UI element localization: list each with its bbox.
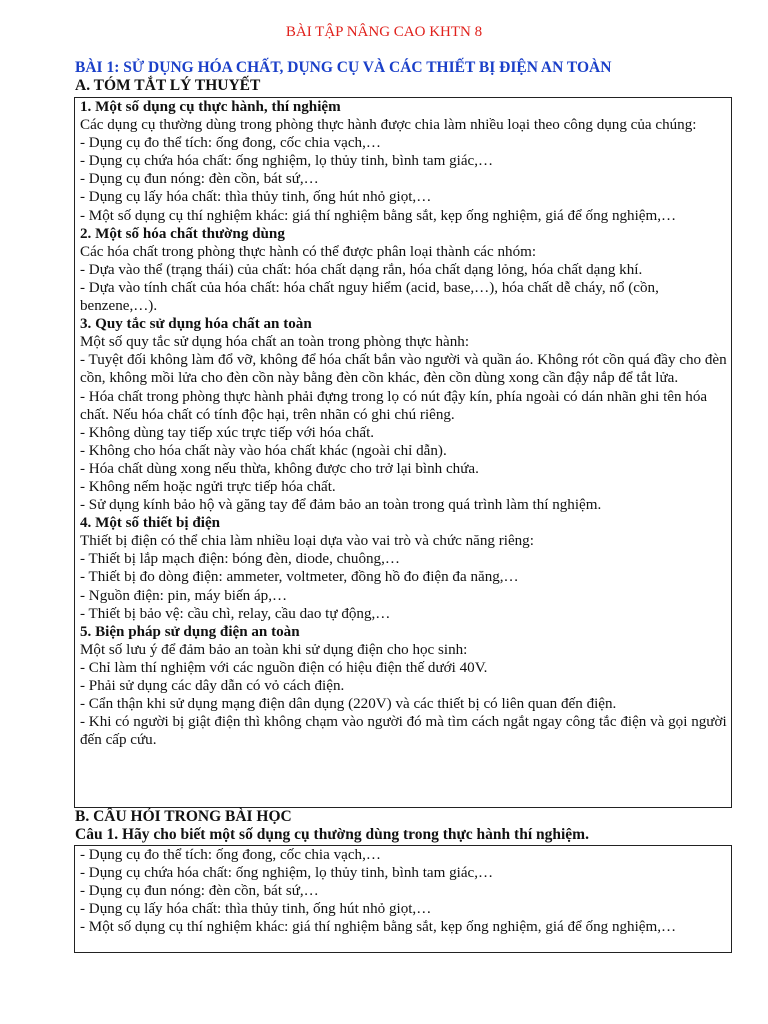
list-item: - Không cho hóa chất này vào hóa chất khác (ngoài chỉ dẫn). bbox=[80, 442, 447, 459]
section-3-heading: 3. Quy tắc sử dụng hóa chất an toàn bbox=[80, 316, 312, 333]
list-item: - Dụng cụ đun nóng: đèn cồn, bát sứ,… bbox=[80, 171, 319, 188]
section-b-heading: B. CÂU HỎI TRONG BÀI HỌC bbox=[75, 808, 292, 825]
list-item: - Thiết bị đo dòng điện: ammeter, voltmeter, đồng hồ đo điện đa năng,… bbox=[80, 569, 519, 586]
section-1-intro: Các dụng cụ thường dùng trong phòng thực hành được chia làm nhiều loại theo công dụng của chúng: bbox=[80, 117, 697, 134]
list-item: - Dụng cụ lấy hóa chất: thìa thủy tinh, ống hút nhỏ giọt,… bbox=[80, 901, 432, 918]
section-2-intro: Các hóa chất trong phòng thực hành có thể được phân loại thành các nhóm: bbox=[80, 243, 537, 260]
list-item: - Dụng cụ đo thể tích: ống đong, cốc chia vạch,… bbox=[80, 847, 381, 863]
list-item: - Chỉ làm thí nghiệm với các nguồn điện có hiệu điện thế dưới 40V. bbox=[80, 659, 488, 676]
list-item: - Một số dụng cụ thí nghiệm khác: giá thí nghiệm bằng sắt, kẹp ống nghiệm, giá để ống nghiệm,… bbox=[80, 207, 677, 224]
list-item: - Dụng cụ lấy hóa chất: thìa thủy tinh, ống hút nhỏ giọt,… bbox=[80, 189, 432, 206]
list-item: - Khi có người bị giật điện thì không chạm vào người đó mà tìm cách ngắt ngay công tắc điện và gọi người đến cấp cứu. bbox=[80, 714, 727, 749]
list-item: - Thiết bị bảo vệ: cầu chì, relay, cầu dao tự động,… bbox=[80, 605, 391, 622]
list-item: - Không dùng tay tiếp xúc trực tiếp với hóa chất. bbox=[80, 424, 375, 441]
list-item: - Dựa vào thể (trạng thái) của chất: hóa chất dạng rắn, hóa chất dạng lỏng, hóa chất dạng khí. bbox=[80, 261, 643, 278]
list-item: - Dựa vào tính chất của hóa chất: hóa chất nguy hiểm (acid, base,…), hóa chất dễ cháy, nổ (cồn, benzene,…). bbox=[80, 279, 659, 315]
theory-summary-box bbox=[74, 97, 732, 808]
list-item: - Dụng cụ chứa hóa chất: ống nghiệm, lọ thủy tinh, bình tam giác,… bbox=[80, 153, 494, 170]
list-item: - Thiết bị lắp mạch điện: bóng đèn, diode, chuông,… bbox=[80, 551, 400, 568]
list-item: - Dụng cụ đun nóng: đèn cồn, bát sứ,… bbox=[80, 883, 319, 900]
list-item: - Không nếm hoặc ngửi trực tiếp hóa chất. bbox=[80, 478, 336, 495]
list-item: - Cẩn thận khi sử dụng mạng điện dân dụng (220V) và các thiết bị có liên quan đến điện. bbox=[80, 696, 617, 713]
section-2-heading: 2. Một số hóa chất thường dùng bbox=[80, 225, 285, 242]
list-item: - Một số dụng cụ thí nghiệm khác: giá thí nghiệm bằng sắt, kẹp ống nghiệm, giá để ống nghiệm,… bbox=[80, 919, 677, 936]
list-item: - Nguồn điện: pin, máy biến áp,… bbox=[80, 587, 288, 604]
question-1: Câu 1. Hãy cho biết một số dụng cụ thường dùng trong thực hành thí nghiệm. bbox=[75, 826, 589, 843]
list-item: - Dụng cụ đo thể tích: ống đong, cốc chia vạch,… bbox=[80, 135, 381, 152]
list-item: - Hóa chất trong phòng thực hành phải đựng trong lọ có nút đậy kín, phía ngoài có dán nhãn ghi tên hóa chất. Nếu hóa chất có tính độc hại, trên nhãn có ghi chú riêng. bbox=[80, 388, 708, 423]
section-a-heading: A. TÓM TẮT LÝ THUYẾT bbox=[75, 77, 261, 94]
section-5-intro: Một số lưu ý để đảm bảo an toàn khi sử dụng điện cho học sinh: bbox=[80, 641, 468, 658]
section-3-intro: Một số quy tắc sử dụng hóa chất an toàn trong phòng thực hành: bbox=[80, 334, 470, 351]
list-item: - Phải sử dụng các dây dẫn có vỏ cách điện. bbox=[80, 678, 345, 694]
list-item: - Dụng cụ chứa hóa chất: ống nghiệm, lọ thủy tinh, bình tam giác,… bbox=[80, 865, 494, 882]
section-5-heading: 5. Biện pháp sử dụng điện an toàn bbox=[80, 623, 300, 640]
list-item: - Hóa chất dùng xong nếu thừa, không được cho trở lại bình chứa. bbox=[80, 460, 479, 477]
answer-1-box bbox=[74, 845, 732, 953]
section-4-intro: Thiết bị điện có thể chia làm nhiều loại dựa vào vai trò và chức năng riêng: bbox=[80, 533, 534, 550]
list-item: - Tuyệt đối không làm đổ vỡ, không để hóa chất bắn vào người và quần áo. Không rót cồn quá đầy cho đèn cồn, không mồi lửa cho đèn cồn này bằng đèn cồn khác, đèn cồn dùng xong cần đậy nắp để tắt lửa. bbox=[80, 352, 727, 387]
section-1-heading: 1. Một số dụng cụ thực hành, thí nghiệm bbox=[80, 99, 341, 115]
section-4-heading: 4. Một số thiết bị điện bbox=[80, 515, 221, 532]
lesson-title: BÀI 1: SỬ DỤNG HÓA CHẤT, DỤNG CỤ VÀ CÁC THIẾT BỊ ĐIỆN AN TOÀN bbox=[75, 59, 612, 76]
list-item: - Sử dụng kính bảo hộ và găng tay để đảm bảo an toàn trong quá trình làm thí nghiệm. bbox=[80, 497, 602, 514]
document-title: BÀI TẬP NÂNG CAO KHTN 8 bbox=[285, 24, 483, 40]
